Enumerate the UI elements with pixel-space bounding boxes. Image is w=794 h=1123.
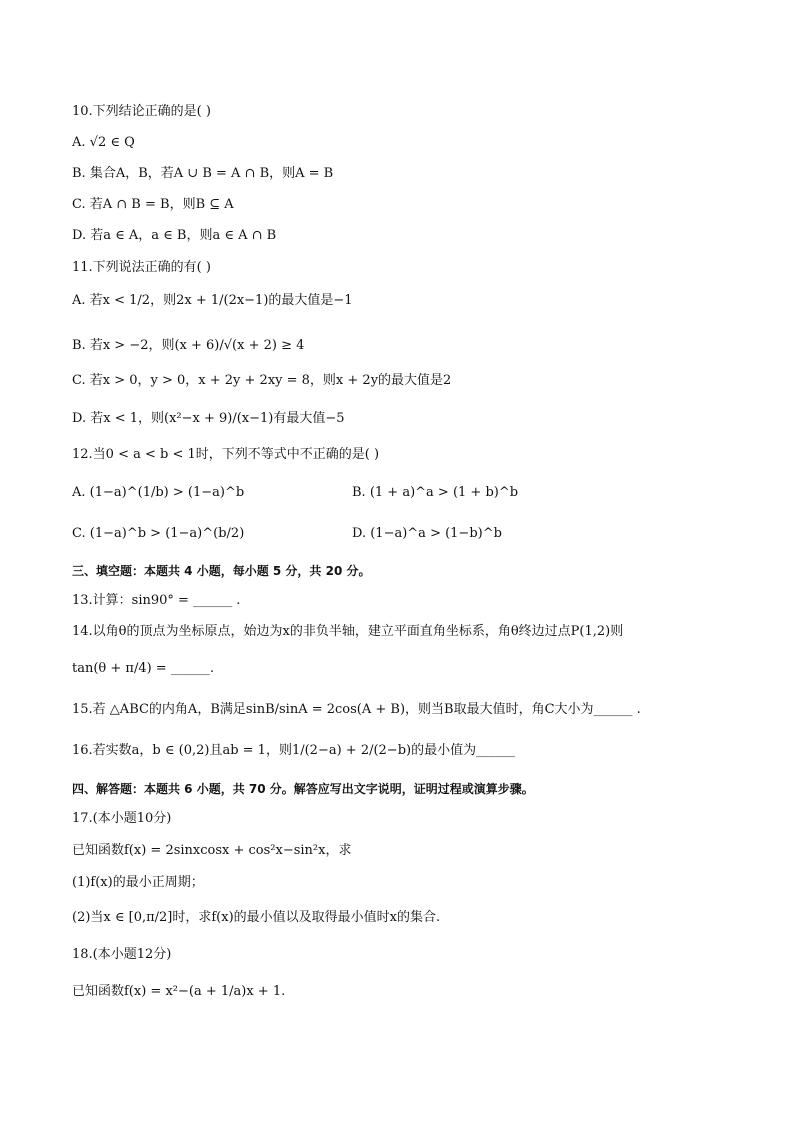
option-label: A. xyxy=(72,293,86,308)
q11-option-d xyxy=(72,410,345,428)
q13-text: 13.计算：sin90° = ______ . xyxy=(72,593,241,608)
q14-line2-text: tan(θ + π/4) = ______. xyxy=(72,661,214,676)
q12-b-text: (1 + a)^a > (1 + b)^b xyxy=(369,485,519,500)
q17-part2 xyxy=(72,909,440,927)
option-label: A. xyxy=(72,485,86,500)
q15-text: 15.若 △ABC的内角A，B满足sinB/sinA = 2cos(A + B)，则当B取最大值时，角C大小为______ . xyxy=(72,702,641,717)
section-4-text: 四、解答题：本题共 6 小题，共 70 分。解答应写出文字说明，证明过程或演算步骤。 xyxy=(72,782,534,796)
option-label: B. xyxy=(72,166,86,181)
q14-line1 xyxy=(72,623,623,641)
q16 xyxy=(72,742,515,760)
q12-stem-text: 12.当0 < a < b < 1时，下列不等式中不正确的是( ) xyxy=(72,447,380,462)
q12-d-text: (1−a)^a > (1−b)^b xyxy=(370,526,502,541)
q10-c-text: 若A ∩ B = B，则B ⊆ A xyxy=(89,197,234,212)
q11-stem-text: 11.下列说法正确的有( ) xyxy=(72,260,211,275)
q12-a-text: (1−a)^(1/b) > (1−a)^b xyxy=(89,485,245,500)
q17-given xyxy=(72,842,351,860)
q17-part1-text: (1)f(x)的最小正周期； xyxy=(72,875,204,890)
q17-part2-text: (2)当x ∈ [0,π/2]时，求f(x)的最小值以及取得最小值时x的集合. xyxy=(72,910,441,925)
option-label: C. xyxy=(72,373,86,388)
q18-head xyxy=(72,946,171,964)
q10-d-text: 若a ∈ A，a ∈ B，则a ∈ A ∩ B xyxy=(90,228,277,243)
q12-option-a xyxy=(72,484,244,502)
q11-option-a xyxy=(72,292,353,310)
q11-option-c xyxy=(72,372,451,390)
option-label: B. xyxy=(352,485,366,500)
q18-given xyxy=(72,983,285,1001)
section-heading-answers xyxy=(72,780,534,798)
q10-option-a xyxy=(72,134,135,152)
q11-a-text: 若x < 1/2，则2x + 1/(2x−1)的最大值是−1 xyxy=(89,293,353,308)
q12-option-c xyxy=(72,525,244,543)
option-label: D. xyxy=(352,526,367,541)
q10-b-text: 集合A，B，若A ∪ B = A ∩ B，则A = B xyxy=(89,166,334,181)
option-label: C. xyxy=(72,526,86,541)
q11-option-b xyxy=(72,337,304,355)
q14-line1-text: 14.以角θ的顶点为坐标原点，始边为x的非负半轴，建立平面直角坐标系，角θ终边过点P(1,2)则 xyxy=(72,624,624,639)
q11-b-text: 若x > −2，则(x + 6)/√(x + 2) ≥ 4 xyxy=(89,338,305,353)
q11-c-text: 若x > 0，y > 0，x + 2y + 2xy = 8，则x + 2y的最大值是2 xyxy=(89,373,452,388)
option-label: C. xyxy=(72,197,86,212)
section-heading-fill-in xyxy=(72,562,370,580)
q17-given-text: 已知函数f(x) = 2sinxcosx + cos²x−sin²x，求 xyxy=(72,843,352,858)
q13 xyxy=(72,592,240,610)
q10-a-math: √2 ∈ Q xyxy=(89,135,135,150)
q15 xyxy=(72,701,641,719)
q18-head-text: 18.(本小题12分) xyxy=(72,947,172,962)
option-label: D. xyxy=(72,411,87,426)
q10-option-d xyxy=(72,227,276,245)
q17-head xyxy=(72,810,171,828)
option-label: B. xyxy=(72,338,86,353)
q11-d-text: 若x < 1，则(x²−x + 9)/(x−1)有最大值−5 xyxy=(90,411,345,426)
section-3-text: 三、填空题：本题共 4 小题，每小题 5 分，共 20 分。 xyxy=(72,564,371,578)
q12-option-d xyxy=(352,525,502,543)
q10-option-c xyxy=(72,196,234,214)
q10-stem xyxy=(72,103,211,121)
q10-stem-text: 10.下列结论正确的是( ) xyxy=(72,104,211,119)
q16-text: 16.若实数a，b ∈ (0,2)且ab = 1，则1/(2−a) + 2/(2−b)的最小值为______ xyxy=(72,743,516,758)
q17-part1 xyxy=(72,874,204,892)
q12-option-b xyxy=(352,484,518,502)
q18-given-text: 已知函数f(x) = x²−(a + 1/a)x + 1. xyxy=(72,984,286,999)
q12-stem xyxy=(72,446,379,464)
q12-c-text: (1−a)^b > (1−a)^(b/2) xyxy=(89,526,245,541)
q10-option-b xyxy=(72,165,333,183)
q17-head-text: 17.(本小题10分) xyxy=(72,811,172,826)
q14-line2 xyxy=(72,660,214,678)
option-label: A. xyxy=(72,135,86,150)
option-label: D. xyxy=(72,228,87,243)
q11-stem xyxy=(72,259,211,277)
